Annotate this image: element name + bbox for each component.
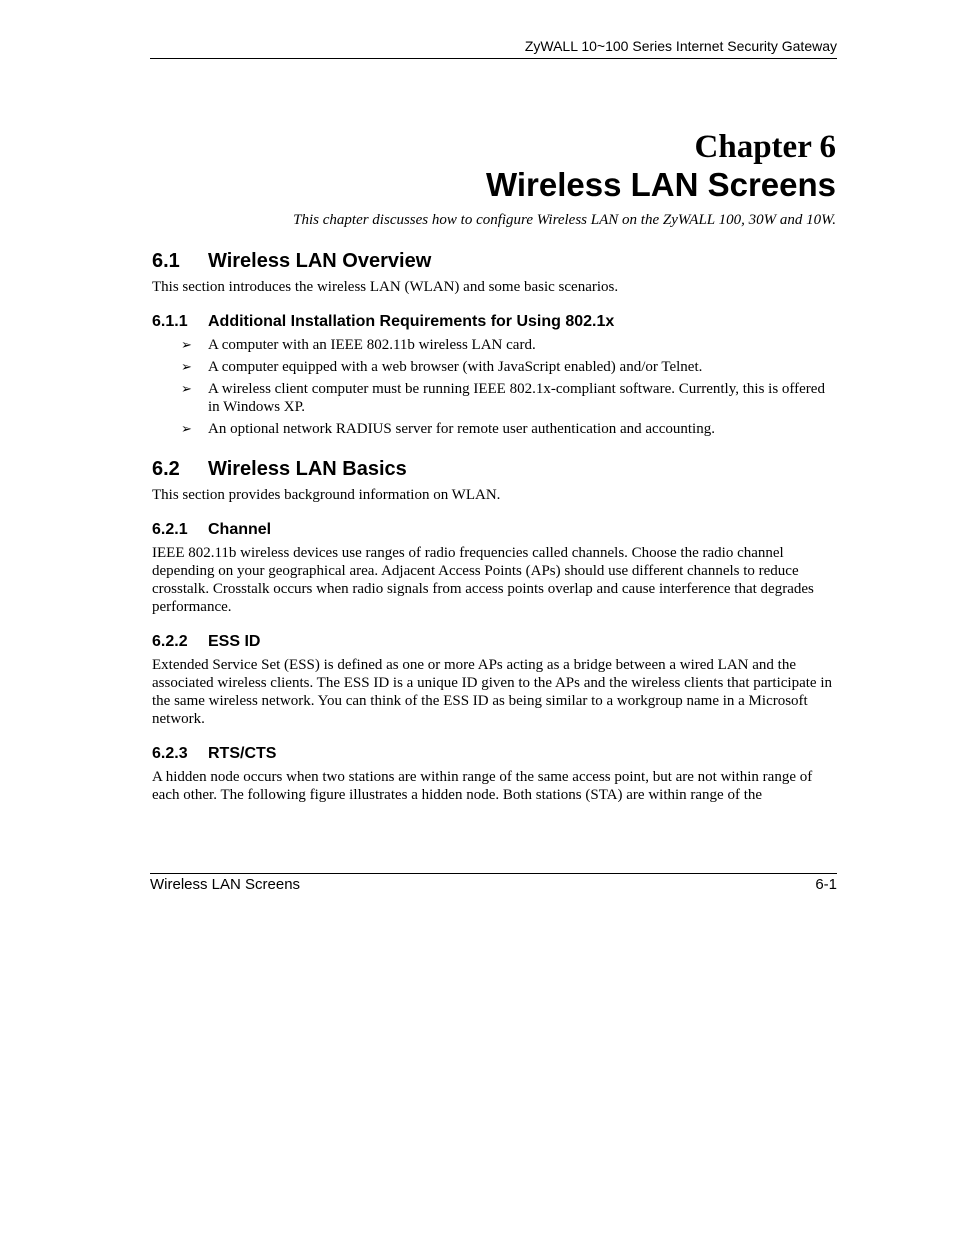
arrow-bullet-icon: ➢ [181, 381, 192, 396]
section-heading-6-1 [152, 248, 832, 274]
footer-chapter-title: Wireless LAN Screens [150, 876, 301, 893]
section-body-6-2-3: A hidden node occurs when two stations are within range of the same access point, but are not within range of each other. The following figure illustrates a hidden node. Both stations (STA) are within range of the [152, 769, 813, 803]
section-title: Wireless LAN Basics [208, 458, 407, 480]
requirements-list [152, 336, 832, 438]
section-body-6-2-1: IEEE 802.11b wireless devices use ranges of radio frequencies called channels. Choose the radio channel depending on your geographical area. Adjacent Access Points (APs) should use different channels to reduce crosstalk. Crosstalk occurs when radio signals from access points overlap and cause interference that degrades performance. [152, 545, 814, 615]
section-body-6-2: This section provides background information on WLAN. [152, 487, 501, 503]
section-number: 6.2.1 [152, 521, 188, 538]
page-number: 6-1 [815, 876, 837, 893]
section-heading-6-2-1 [152, 520, 832, 540]
list-item: ➢ A computer with an IEEE 802.11b wireless LAN card. [181, 337, 536, 353]
section-title: RTS/CTS [208, 745, 277, 762]
arrow-bullet-icon: ➢ [181, 421, 192, 436]
main-content [152, 248, 832, 804]
section-number: 6.2 [152, 458, 180, 480]
arrow-bullet-icon: ➢ [181, 337, 192, 352]
list-item: ➢ A wireless client computer must be running IEEE 802.1x-compliant software. Currently, this is offered in Windows XP. [181, 381, 825, 415]
chapter-title: Wireless LAN Screens [485, 166, 836, 203]
section-heading-6-1-1 [152, 312, 832, 332]
section-title: Wireless LAN Overview [208, 250, 432, 272]
section-number: 6.2.2 [152, 633, 188, 650]
section-number: 6.2.3 [152, 745, 188, 762]
section-body-6-1: This section introduces the wireless LAN (WLAN) and some basic scenarios. [152, 279, 619, 295]
running-footer [150, 873, 837, 894]
list-item: ➢ A computer equipped with a web browser (with JavaScript enabled) and/or Telnet. [181, 359, 703, 375]
chapter-number: Chapter 6 [694, 129, 836, 165]
running-header: ZyWALL 10~100 Series Internet Security Gateway [150, 37, 837, 59]
section-number: 6.1.1 [152, 313, 188, 330]
section-body-6-2-2: Extended Service Set (ESS) is defined as one or more APs acting as a bridge between a wired LAN and the associated wireless clients. The ESS ID is a unique ID given to the APs and the wireless clients that participate in the same wireless network. You can think of the ESS ID as being similar to a workgroup name in a Microsoft network. [152, 657, 832, 727]
list-item: ➢ An optional network RADIUS server for remote user authentication and accounting. [181, 421, 715, 437]
section-number: 6.1 [152, 250, 180, 272]
section-title: ESS ID [208, 633, 261, 650]
section-heading-6-2-3 [152, 744, 832, 764]
section-heading-6-2 [152, 456, 832, 482]
chapter-description: This chapter discusses how to configure Wireless LAN on the ZyWALL 100, 30W and 10W. [293, 212, 836, 228]
section-title: Additional Installation Requirements for Using 802.1x [208, 313, 615, 330]
section-title: Channel [208, 521, 272, 538]
section-heading-6-2-2 [152, 632, 832, 652]
arrow-bullet-icon: ➢ [181, 359, 192, 374]
